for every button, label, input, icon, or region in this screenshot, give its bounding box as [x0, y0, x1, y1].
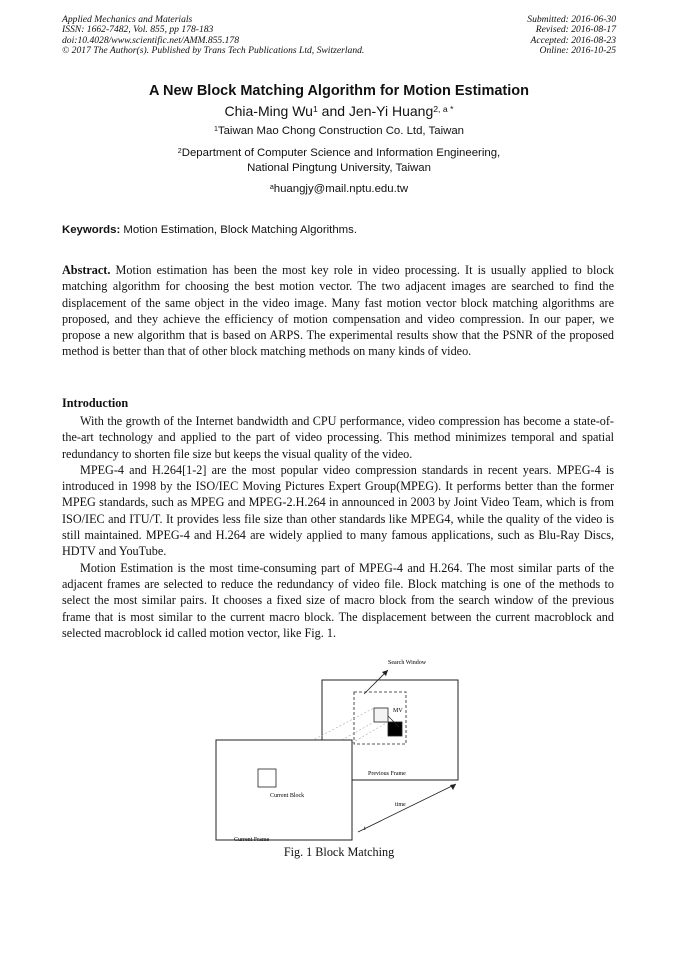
- current-block-label: Current Block: [270, 793, 305, 799]
- intro-paragraph-2: MPEG-4 and H.264[1-2] are the most popular video compression standards in recent years. MPEG-4 is introduced in 1998 by the ISO/IEC Moving Pictures Expert Group(MPEG). It performs better than the former MPEG standards, such as MPEG and MPEG-2.H.264 in announced in 2003 by Joint Video Team, which is from ISO/IEC and ITU/T. It provides less file size than other standards like MPEG4, while the quality of the video is still maintained. MPEG-4 and H.264 are widely applied to many famous applications, such as Blu-Ray Discs, HDTV and YouTube.: [62, 462, 614, 559]
- keywords-label: Keywords:: [62, 224, 121, 236]
- time-axis-line: [358, 784, 456, 832]
- introduction-heading: Introduction: [62, 396, 129, 410]
- accepted-date: Accepted: 2016-08-23: [530, 34, 616, 46]
- journal-name: Applied Mechanics and Materials: [62, 14, 193, 25]
- doi-line: doi:10.4028/www.scientific.net/AMM.855.178: [62, 34, 240, 46]
- time-axis-arrowhead: [450, 784, 456, 790]
- author-line: [62, 101, 616, 121]
- email-sup: a: [269, 184, 274, 191]
- email-address[interactable]: huangjy@mail.nptu.edu.tw: [273, 183, 409, 195]
- current-frame-label: Current Frame: [234, 837, 270, 843]
- previous-block-rect: [374, 708, 388, 722]
- revised-date: Revised: 2016-08-17: [535, 24, 616, 36]
- affiliation-2-sup: 2: [177, 148, 182, 155]
- header-right: [527, 15, 616, 57]
- keywords-text: Motion Estimation, Block Matching Algorithms.: [120, 224, 358, 236]
- author-2: Jen-Yi Huang: [348, 103, 434, 119]
- online-date: Online: 2016-10-25: [539, 45, 616, 57]
- intro-paragraph-3: Motion Estimation is the most time-consuming part of MPEG-4 and H.264. The most similar parts of the adjacent frames are selected to reduce the redundancy of video file. Block matching is one of the methods to select the most similar pairs. It chooses a fixed size of macro block from the search window of the previous frame that is most similar to the current macro block. The displacement between the current macroblock and selected macroblock id called motion vector, like Fig. 1.: [62, 560, 614, 640]
- time-label: time: [395, 802, 406, 808]
- affiliation-1: [62, 124, 616, 139]
- current-frame-rect: [216, 740, 352, 840]
- author-1-sup: 1: [312, 104, 318, 114]
- figure-caption: Fig. 1 Block Matching: [283, 845, 395, 859]
- affiliation-1-text: Taiwan Mao Chong Construction Co. Ltd, Taiwan: [217, 125, 464, 137]
- block-matching-figure: [212, 654, 472, 846]
- affiliation-2: [62, 146, 616, 176]
- author-2-sup: 2, a *: [433, 104, 454, 114]
- introduction-body: [62, 413, 614, 641]
- title-block: [62, 82, 616, 197]
- email-line: [62, 182, 616, 197]
- affiliation-2-line2: National Pingtung University, Taiwan: [247, 162, 431, 174]
- mv-label: MV: [393, 708, 403, 714]
- intro-paragraph-1: With the growth of the Internet bandwidth and CPU performance, video compression has become a state-of-the-art technology and applied to the part of video processing. This method minimizes temporal and spatial redundancy to shorten file size but keeps the visual quality of the video.: [62, 414, 614, 461]
- matched-block-rect: [388, 722, 402, 736]
- search-window-label: Search Window: [388, 660, 427, 666]
- keywords: [62, 223, 616, 238]
- abstract-text: Motion estimation has been the most key role in video processing. It is usually applied to block matching algorithm for choosing the best motion vector. The two adjacent images are searched to find the displacement of the same object in the video image. Many fast motion vector block matching algorithms are proposed, and they achieve the efficiency of motion compensation and video compression. In our paper, we propose a new algorithm that is based on ARPS. The experimental results show that the PSNR of the proposed method is better than that of other block matching methods on many kinds of video.: [62, 263, 614, 359]
- t-label: t: [364, 826, 366, 832]
- author-1: Chia-Ming Wu: [224, 103, 313, 119]
- current-block-rect: [258, 769, 276, 787]
- submitted-date: Submitted: 2016-06-30: [527, 14, 616, 25]
- copyright-line: © 2017 The Author(s). Published by Trans Tech Publications Ltd, Switzerland.: [62, 45, 365, 57]
- header-left: [62, 15, 364, 57]
- issn-line: ISSN: 1662-7482, Vol. 855, pp 178-183: [62, 24, 214, 36]
- paper-title: A New Block Matching Algorithm for Motion Estimation: [149, 83, 529, 99]
- affiliation-1-sup: 1: [213, 126, 218, 133]
- abstract: [62, 262, 614, 360]
- affiliation-2-line1: Department of Computer Science and Information Engineering,: [181, 147, 501, 159]
- abstract-label: Abstract.: [62, 263, 111, 277]
- author-and: and: [317, 103, 349, 119]
- previous-frame-label: Previous Frame: [368, 771, 406, 777]
